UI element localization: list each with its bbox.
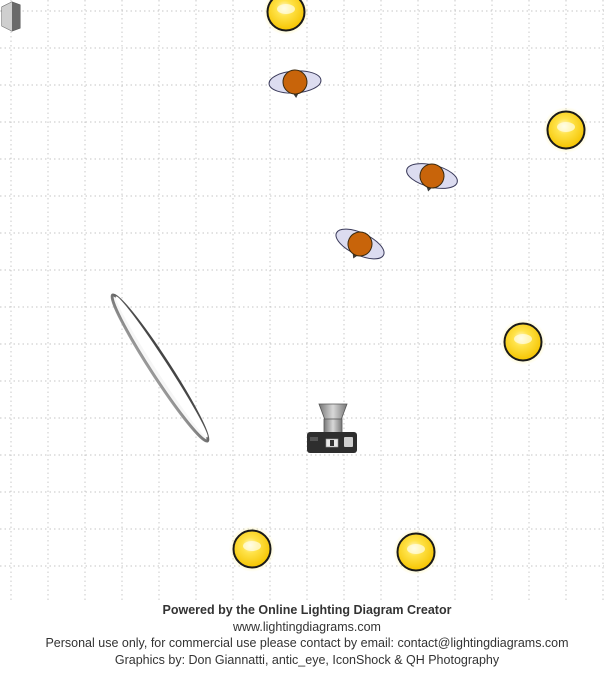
credits-footer <box>0 602 614 668</box>
light-bulb-icon[interactable] <box>263 0 309 35</box>
light-bulb-icon[interactable] <box>543 107 589 153</box>
credits-title: Powered by the Online Lighting Diagram Creator <box>162 603 452 617</box>
person-icon[interactable] <box>330 222 389 269</box>
person-icon[interactable] <box>403 158 460 198</box>
license-notice: Personal use only, for commercial use please contact by email: contact@lightingdiagrams.com <box>45 636 569 650</box>
light-bulb-icon[interactable] <box>393 529 439 575</box>
camera-icon[interactable] <box>307 404 357 453</box>
light-bulb-icon[interactable] <box>229 526 275 572</box>
website-url: www.lightingdiagrams.com <box>233 619 381 634</box>
person-icon[interactable] <box>268 68 322 100</box>
backdrop-stand-icon[interactable] <box>2 2 20 31</box>
graphics-credits: Graphics by: Don Giannatti, antic_eye, IconShock & QH Photography <box>114 652 500 667</box>
light-bulb-icon[interactable] <box>500 319 546 365</box>
reflector-panel-icon[interactable] <box>105 290 215 446</box>
